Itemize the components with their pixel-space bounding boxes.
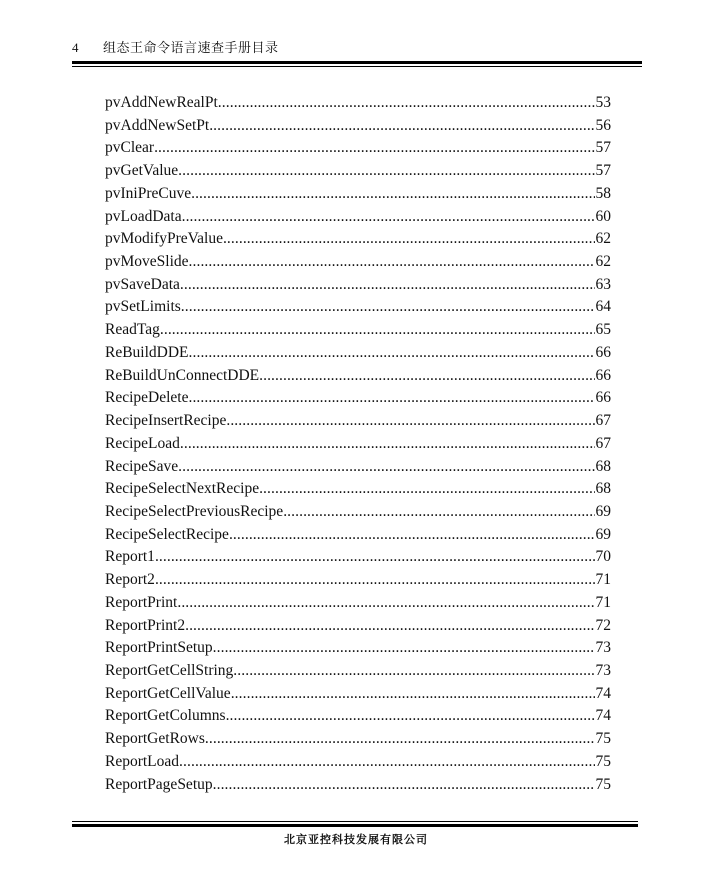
toc-entry — [105, 546, 611, 569]
toc-entry — [105, 251, 611, 274]
toc-entry-title: pvAddNewSetPt — [105, 116, 210, 134]
toc-entry-title: ReportGetRows — [105, 730, 205, 748]
toc-entry-title: Report2 — [105, 571, 155, 589]
toc-entry — [105, 637, 611, 660]
toc-page-number: 69 — [595, 502, 611, 520]
toc-dot-leader — [205, 728, 595, 751]
toc-entry — [105, 160, 611, 183]
toc-entry — [105, 660, 611, 683]
toc-entry — [105, 751, 611, 774]
toc-dot-leader — [218, 92, 595, 115]
toc-entry — [105, 319, 611, 342]
toc-entry — [105, 228, 611, 251]
toc-entry-title: pvGetValue — [105, 162, 179, 180]
toc-page-number: 74 — [595, 684, 611, 702]
toc-page-number: 62 — [595, 230, 611, 248]
toc-dot-leader — [189, 251, 595, 274]
toc-dot-leader — [226, 705, 595, 728]
toc-page-number: 57 — [595, 162, 611, 180]
toc-entry-title: Report1 — [105, 548, 155, 566]
toc-dot-leader — [178, 160, 594, 183]
toc-page-number: 70 — [595, 548, 611, 566]
toc-entry — [105, 728, 611, 751]
toc-dot-leader — [231, 683, 595, 706]
toc-entry-title: ReportPrint2 — [105, 616, 186, 634]
toc-page-number: 56 — [595, 116, 611, 134]
toc-dot-leader — [213, 774, 595, 797]
toc-entry-title: ReBuildDDE — [105, 343, 189, 361]
toc-page-number: 65 — [595, 321, 611, 339]
toc-dot-leader — [185, 615, 594, 638]
toc-entry — [105, 569, 611, 592]
toc-entry — [105, 206, 611, 229]
toc-entry — [105, 365, 611, 388]
toc-dot-leader — [188, 387, 594, 410]
toc-page-number: 72 — [595, 616, 611, 634]
toc-entry-title: pvSetLimits — [105, 298, 181, 316]
toc-entry-title: pvAddNewRealPt — [105, 94, 218, 111]
toc-entry-title: RecipeSelectRecipe — [105, 525, 229, 543]
toc-entry — [105, 92, 611, 115]
toc-entry — [105, 296, 611, 319]
toc-page-number: 68 — [595, 457, 611, 475]
header-title: 组态王命令语言速查手册目录 — [103, 40, 279, 55]
toc-page-number: 75 — [595, 752, 611, 770]
toc-page-number: 66 — [595, 366, 611, 384]
toc-page-number: 73 — [595, 661, 611, 679]
toc-entry-title: ReBuildUnConnectDDE — [105, 366, 260, 384]
toc-page-number: 58 — [595, 184, 611, 202]
toc-page-number: 67 — [595, 434, 611, 452]
toc-page-number: 57 — [595, 139, 611, 157]
toc-dot-leader — [179, 751, 594, 774]
toc-entry — [105, 683, 611, 706]
toc-page-number: 75 — [595, 775, 611, 793]
toc-page-number: 60 — [595, 207, 611, 225]
toc-entry-title: RecipeSave — [105, 457, 179, 475]
toc-page-number: 73 — [595, 639, 611, 657]
toc-entry — [105, 615, 611, 638]
toc-dot-leader — [160, 319, 595, 342]
toc-entry — [105, 183, 611, 206]
table-of-contents — [105, 92, 611, 796]
header-page-number: 4 — [72, 40, 79, 55]
toc-dot-leader — [209, 115, 594, 138]
toc-page-number: 67 — [595, 412, 611, 430]
footer-rule-thin — [72, 821, 638, 822]
toc-dot-leader — [180, 274, 595, 297]
toc-entry — [105, 456, 611, 479]
toc-page-number: 66 — [595, 389, 611, 407]
toc-dot-leader — [181, 296, 595, 319]
toc-dot-leader — [233, 660, 594, 683]
header-rule-thin — [72, 66, 642, 67]
toc-entry-title: ReportLoad — [105, 752, 180, 770]
toc-dot-leader — [154, 137, 594, 160]
toc-dot-leader — [223, 228, 595, 251]
toc-entry-title: ReportGetCellString — [105, 661, 234, 679]
toc-entry-title: ReadTag — [105, 321, 160, 339]
toc-entry — [105, 524, 611, 547]
toc-dot-leader — [189, 342, 595, 365]
toc-entry — [105, 115, 611, 138]
toc-entry-title: pvSaveData — [105, 275, 180, 293]
toc-page-number: 64 — [595, 298, 611, 316]
toc-entry-title: ReportPrintSetup — [105, 639, 213, 657]
toc-entry-title: pvClear — [105, 139, 155, 157]
toc-entry — [105, 137, 611, 160]
header-rule-thick — [72, 61, 642, 64]
toc-entry-title: pvModifyPreValue — [105, 230, 223, 248]
toc-dot-leader — [155, 569, 595, 592]
toc-entry — [105, 774, 611, 797]
toc-dot-leader — [229, 524, 595, 547]
toc-entry — [105, 592, 611, 615]
toc-page-number: 68 — [595, 480, 611, 498]
toc-dot-leader — [283, 501, 594, 524]
toc-page-number: 69 — [595, 525, 611, 543]
toc-entry-title: pvLoadData — [105, 207, 182, 225]
toc-entry-title: pvIniPreCuve — [105, 184, 192, 202]
toc-entry — [105, 410, 611, 433]
toc-entry-title: RecipeDelete — [105, 389, 189, 407]
toc-entry — [105, 274, 611, 297]
toc-dot-leader — [155, 546, 595, 569]
toc-entry — [105, 705, 611, 728]
toc-entry-title: ReportPageSetup — [105, 775, 213, 793]
toc-entry-title: RecipeSelectNextRecipe — [105, 480, 260, 498]
toc-entry — [105, 501, 611, 524]
toc-dot-leader — [191, 183, 594, 206]
toc-page-number: 53 — [595, 94, 611, 111]
toc-entry — [105, 478, 611, 501]
footer-company: 北京亚控科技发展有限公司 — [284, 833, 428, 846]
toc-page-number: 75 — [595, 730, 611, 748]
toc-page-number: 71 — [595, 593, 611, 611]
toc-dot-leader — [259, 478, 594, 501]
toc-entry-title: RecipeLoad — [105, 434, 180, 452]
toc-dot-leader — [182, 206, 595, 229]
toc-entry-title: RecipeSelectPreviousRecipe — [105, 502, 284, 520]
toc-page-number: 74 — [595, 707, 611, 725]
toc-dot-leader — [180, 433, 595, 456]
toc-entry — [105, 342, 611, 365]
toc-dot-leader — [226, 410, 594, 433]
toc-dot-leader — [178, 456, 594, 479]
toc-entry-title: ReportGetColumns — [105, 707, 226, 725]
toc-dot-leader — [177, 592, 594, 615]
toc-entry-title: ReportPrint — [105, 593, 178, 611]
toc-entry-title: RecipeInsertRecipe — [105, 412, 227, 430]
toc-page-number: 71 — [595, 571, 611, 589]
toc-entry — [105, 433, 611, 456]
toc-dot-leader — [213, 637, 595, 660]
toc-page-number: 66 — [595, 343, 611, 361]
toc-entry — [105, 387, 611, 410]
toc-page-number: 63 — [595, 275, 611, 293]
toc-dot-leader — [259, 365, 594, 388]
toc-page-number: 62 — [595, 253, 611, 271]
toc-entry-title: ReportGetCellValue — [105, 684, 231, 702]
footer-rule-thick — [72, 824, 638, 827]
toc-entry-title: pvMoveSlide — [105, 253, 189, 271]
